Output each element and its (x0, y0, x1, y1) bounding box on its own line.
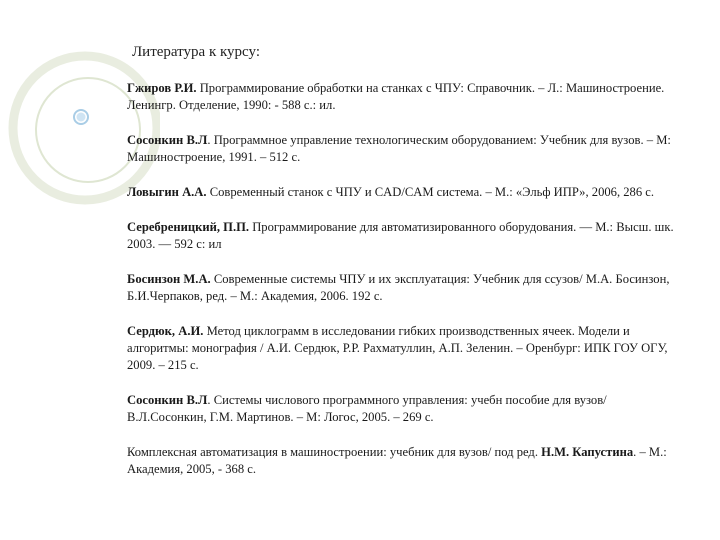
reference-item (127, 323, 687, 374)
reference-author: Серебреницкий, П.П. (127, 220, 250, 234)
reference-author: Гжиров Р.И. (127, 81, 197, 95)
accent-dot-fill (77, 113, 86, 122)
reference-item (127, 271, 687, 305)
reference-text: Комплексная автоматизация в машиностроении: учебник для вузов/ под ред. (127, 445, 542, 459)
reference-text: . Системы числового программного управления: учебн пособие для вузов/ В.Л.Сосонкин, Г.М. Мартинов. – М: Логос, 2005. – 269 с. (127, 393, 607, 424)
reference-text-tail: . – М.: Академия, 2005, - 368 с. (127, 445, 667, 476)
reference-editor: Н.М. Капустина (541, 445, 634, 459)
reference-item (127, 80, 687, 114)
reference-item (127, 184, 687, 201)
reference-author: Сосонкин В.Л (127, 393, 208, 407)
reference-author: Босинзон М.А. (127, 272, 211, 286)
reference-text: Современный станок с ЧПУ и CAD/CAM система. – М.: «Эльф ИПР», 2006, 286 с. (206, 185, 655, 199)
reference-list (127, 80, 687, 496)
reference-text: . Программное управление технологическим оборудованием: Учебник для вузов. – М: Машиностроение, 1991. – 512 с. (127, 133, 671, 164)
slide-title: Литература к курсу: (132, 44, 260, 60)
reference-text: Программирование обработки на станках с ЧПУ: Справочник. – Л.: Машиностроение. Ленингр. Отделение, 1990: - 588 с.: ил. (127, 81, 665, 112)
reference-item (127, 219, 687, 253)
reference-item (127, 444, 687, 478)
inner-ring (36, 78, 140, 182)
reference-item (127, 132, 687, 166)
reference-author: Сосонкин В.Л (127, 133, 208, 147)
reference-text: Современные системы ЧПУ и их эксплуатация: Учебник для ссузов/ М.А. Босинзон, Б.И.Черпаков, ред. – М.: Академия, 2006. 192 с. (127, 272, 670, 303)
reference-author: Ловыгин А.А. (127, 185, 207, 199)
reference-text: Метод циклограмм в исследовании гибких производственных ячеек. Модели и алгоритмы: монография / А.И. Сердюк, Р.Р. Рахматуллин, А.П. Зеленин. – Оренбург: ИПК ГОУ ОГУ, 2009. – 215 с. (127, 324, 668, 372)
reference-item (127, 392, 687, 426)
reference-text: Программирование для автоматизированного оборудования. — М.: Высш. шк. 2003. — 592 с: ил (127, 220, 674, 251)
reference-author: Сердюк, А.И. (127, 324, 204, 338)
